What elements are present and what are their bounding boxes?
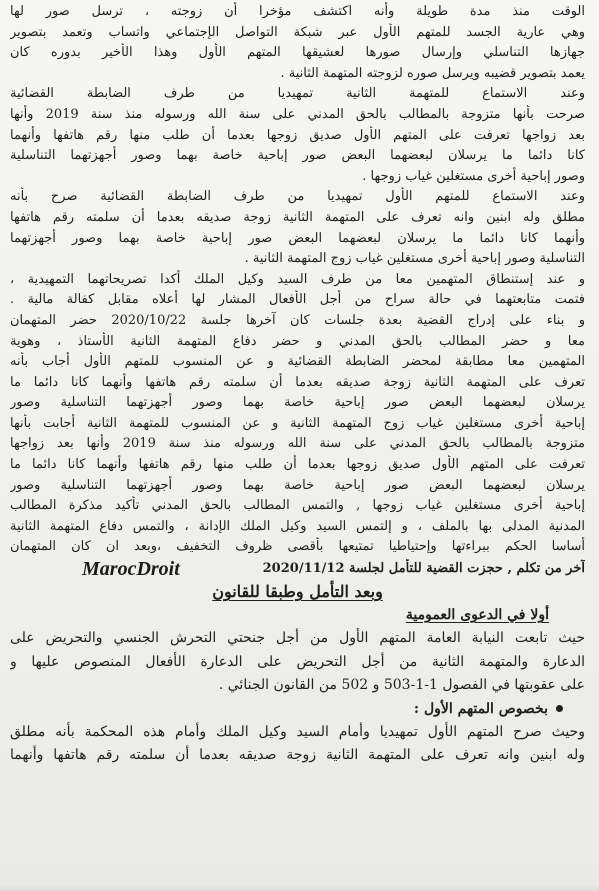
text-line: يرسلان لبعضهما البعض صور إباحية خاصة بهما وصور أجهزتهما التناسلية وصور — [10, 477, 585, 493]
first-accused-paragraph — [10, 721, 585, 768]
text-line: المدنية المدلى بها بالملف ، و إلتمس السيد وكيل الملك الإدانة ، والتمس دفاع المتهمة الثانية — [10, 518, 585, 534]
text-line: بعد زواجها تعرفت على المتهم الأول صديق زوجها بعدما أن طلب منها رقم هاتفها وأنهما — [10, 127, 585, 143]
text-line: وصور إباحية أخرى مستغلين غياب زوجها . — [362, 168, 585, 184]
text-line: التناسلية وصور إباحية أخرى مستغلين غياب زوج المتهمة الثانية . — [244, 251, 585, 267]
text-line: تعرفت على المتهم الأول صديق زوجها بعدما أن طلب منها رقم هاتفها وأنهما كانا دائما ما — [10, 457, 585, 473]
text-line: وله ابنين وانه تعرف على المتهمة الثانية زوجة صديقه بعدما أن سلمته رقم هاتفها وأنهما — [10, 747, 585, 764]
text-line: وعند الاستماع للمتهم الأول تمهيديا من طرف الضابطة القضائية صرح بأنه — [10, 189, 585, 205]
text-line: معا و حضر المطالب بالحق المدني و حضر دفاع المتهمة الثانية الأستاذ ، وهوية — [10, 333, 585, 349]
text-line: وأنهما كانا دائما ما يرسلان لبعضهما البعض صور إباحية خاصة بهما وصور أجهزتهما — [10, 230, 585, 246]
text-line: إباحية أخرى مستغلين غياب زوجها , والتمس المطالب بالحق المدني تأكيد مذكرة المطالب — [10, 498, 585, 514]
text-line: إباحية أخرى مستغلين غياب زوج المتهمة الثانية و عن المنسوب للمتهمة الثانية أجابت بأنها — [10, 415, 585, 431]
facts-section — [10, 2, 585, 558]
text-line: فتمت متابعتهما في حالة سراح من أجل الأفعال المشار لها أعلاه مقابل كفالة مالية . — [10, 292, 585, 308]
page-edge-shadow — [0, 885, 599, 891]
text-line: وحيث صرح المتهم الأول تمهيديا وأمام السيد وكيل الملك وأمام هذه المحكمة بأنه مطلق — [10, 723, 585, 740]
text-line: وعند الاستماع للمتهمة الثانية تمهيديا من طرف الضابطة القضائية — [10, 86, 585, 102]
text-line: كانا دائما ما يرسلان لبعضهما البعض صور إباحية خاصة بهما وصور أجهزتهما التناسلية — [10, 148, 585, 164]
text-line: المتهمين معا مطابقة لمحضر الضابطة القضائية و عن المنسوب للمتهم الأول أجاب بأنه — [10, 354, 585, 370]
text-line: و عند إستنطاق المتهمين معا من طرف السيد وكيل الملك أكدا تصريحاتهما التمهيدية ، — [10, 271, 585, 287]
text-line: يعمد بتصوير قضيبه ويرسل صوره لزوجته المتهمة الثانية . — [280, 65, 585, 81]
section-title: وبعد التأمل وطبقا للقانون — [212, 582, 383, 602]
text-line: حيث تابعت النيابة العامة المتهم الأول من أجل جنحتي التحرش الجنسي والتحريض على — [10, 630, 585, 647]
text-line: الدعارة والمتهمة الثانية من أجل التحريض على الدعارة الأفعال المنصوص عليها و — [10, 653, 585, 670]
text-line: جهازها التناسلي وإرسال صورها لعشيقها المتهم الأول وهذا الأخير بدوره كان — [10, 45, 585, 61]
text-line: صرحت بأنها متزوجة بالمطالب بالحق المدني على سنة الله ورسوله منذ سنة 2019 وأنها — [10, 106, 585, 122]
public-action-paragraph — [10, 627, 585, 698]
heading-first-accused-label: بخصوص المتهم الأول : — [413, 700, 548, 717]
bullet-dot — [556, 705, 563, 712]
text-line: يرسلان لبعضهما البعض صور إباحية خاصة بهما وصور أجهزتهما التناسلية وصور — [10, 395, 585, 411]
text-line: وهي عارية الجسد للمتهم الأول عبر شبكة التواصل الإجتماعي واتساب وتعمد بتصوير — [10, 24, 585, 40]
brand-row — [10, 558, 585, 580]
text-line: مطلق وله ابنين وانه تعرف على المتهمة الثانية زوجة صديقه بعدما أن سلمته رقم هاتفها — [10, 209, 585, 225]
watermark-brand: MarocDroit — [82, 558, 180, 581]
text-line: أساسا الحكم ببراءتها وإحتياطيا تمتيعها بأقصى ظروف التخفيف ،وبعد ان كان المتهمان — [10, 539, 585, 555]
text-line: تعرف على المتهمة الثانية زوجة صديقه بعدما أن سلمته رقم هاتفها وأنهما كانا دائما ما — [10, 374, 585, 390]
heading-first-accused — [10, 698, 585, 721]
text-line: و بناء على إدراج القضية بعدة جلسات كان آخرها جلسة 2020/10/22 حضر المتهمان — [10, 312, 585, 328]
text-line: على عقوبتها في الفصول 1-1-503 و 502 من القانون الجنائي . — [218, 677, 585, 694]
hearing-date-line: آخر من تكلم , حجزت القضية للتأمل لجلسة 2020/11/12 — [262, 561, 585, 577]
text-line: متزوجة بالمطالب بالحق المدني على سنة الله ورسوله منذ سنة 2019 وأنها بعد زواجها — [10, 436, 585, 452]
text-line: الوقت منذ مدة طويلة وأنه اكتشف مؤخرا أن زوجته ، ترسل صور لها — [10, 4, 585, 19]
heading-public-action: أولا في الدعوى العمومية — [405, 607, 549, 624]
